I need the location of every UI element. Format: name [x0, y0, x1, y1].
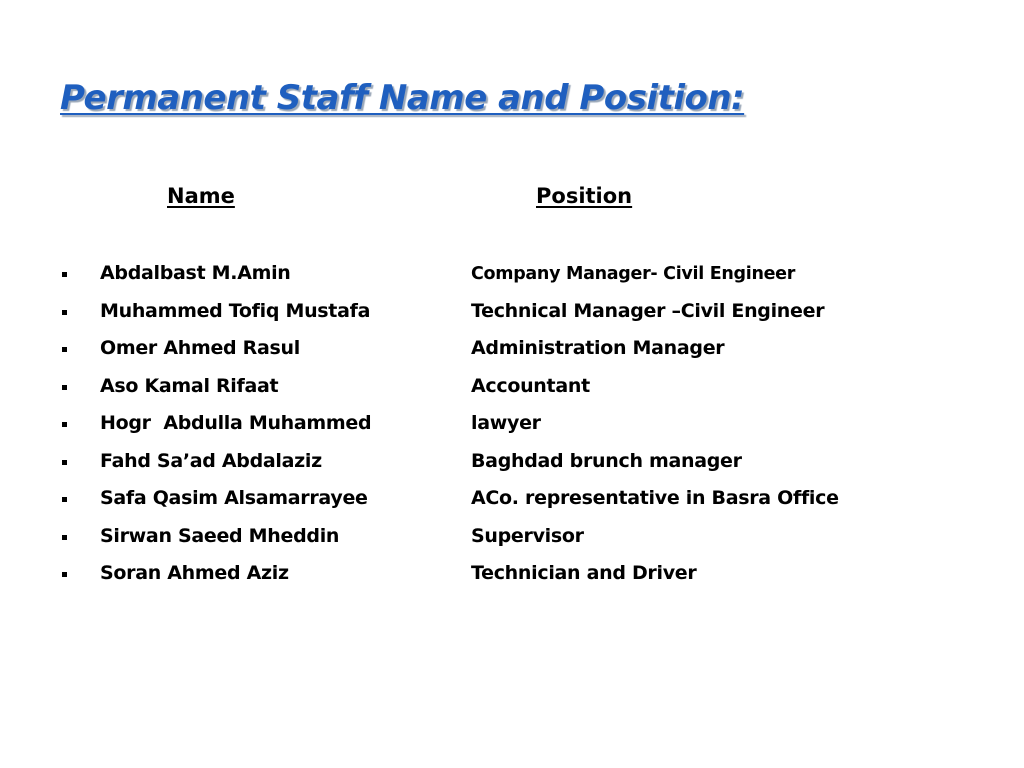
- staff-position: ACo. representative in Basra Office: [471, 487, 839, 509]
- staff-row: [0, 519, 1024, 557]
- bullet-icon: [62, 347, 67, 352]
- staff-name: Sirwan Saeed Mheddin: [100, 524, 340, 547]
- bullet-icon: [62, 272, 67, 277]
- staff-name: Muhammed Tofiq Mustafa: [100, 299, 371, 322]
- staff-position: Supervisor: [471, 524, 584, 547]
- bullet-icon: [62, 385, 67, 390]
- staff-row: [0, 481, 1024, 519]
- staff-name: Fahd Sa’ad Abdalaziz: [100, 449, 322, 472]
- slide-title: Permanent Staff Name and Position:: [60, 78, 745, 118]
- position-column-header: Position: [536, 184, 633, 208]
- staff-name: Soran Ahmed Aziz: [100, 562, 289, 584]
- bullet-icon: [62, 422, 67, 427]
- staff-position: Accountant: [471, 374, 590, 397]
- staff-position: Company Manager- Civil Engineer: [471, 264, 796, 284]
- bullet-icon: [62, 497, 67, 502]
- name-column-header: Name: [167, 184, 235, 208]
- staff-name: Safa Qasim Alsamarrayee: [100, 487, 368, 509]
- staff-name: Omer Ahmed Rasul: [100, 337, 300, 359]
- staff-position: Administration Manager: [471, 337, 725, 359]
- staff-position: Baghdad brunch manager: [471, 449, 742, 472]
- staff-name: Hogr Abdulla Muhammed: [100, 412, 372, 434]
- staff-name: Abdalbast M.Amin: [100, 262, 291, 284]
- staff-row: [0, 444, 1024, 482]
- staff-position: lawyer: [471, 412, 541, 434]
- staff-name: Aso Kamal Rifaat: [100, 374, 279, 397]
- bullet-icon: [62, 572, 67, 577]
- staff-row: [0, 331, 1024, 369]
- bullet-icon: [62, 535, 67, 540]
- staff-row: [0, 556, 1024, 594]
- bullet-icon: [62, 310, 67, 315]
- staff-row: [0, 256, 1024, 294]
- staff-row: [0, 406, 1024, 444]
- bullet-icon: [62, 460, 67, 465]
- staff-row: [0, 294, 1024, 332]
- staff-position: Technical Manager –Civil Engineer: [471, 299, 825, 322]
- staff-position: Technician and Driver: [471, 562, 697, 584]
- staff-list: [0, 256, 1024, 594]
- staff-row: [0, 369, 1024, 407]
